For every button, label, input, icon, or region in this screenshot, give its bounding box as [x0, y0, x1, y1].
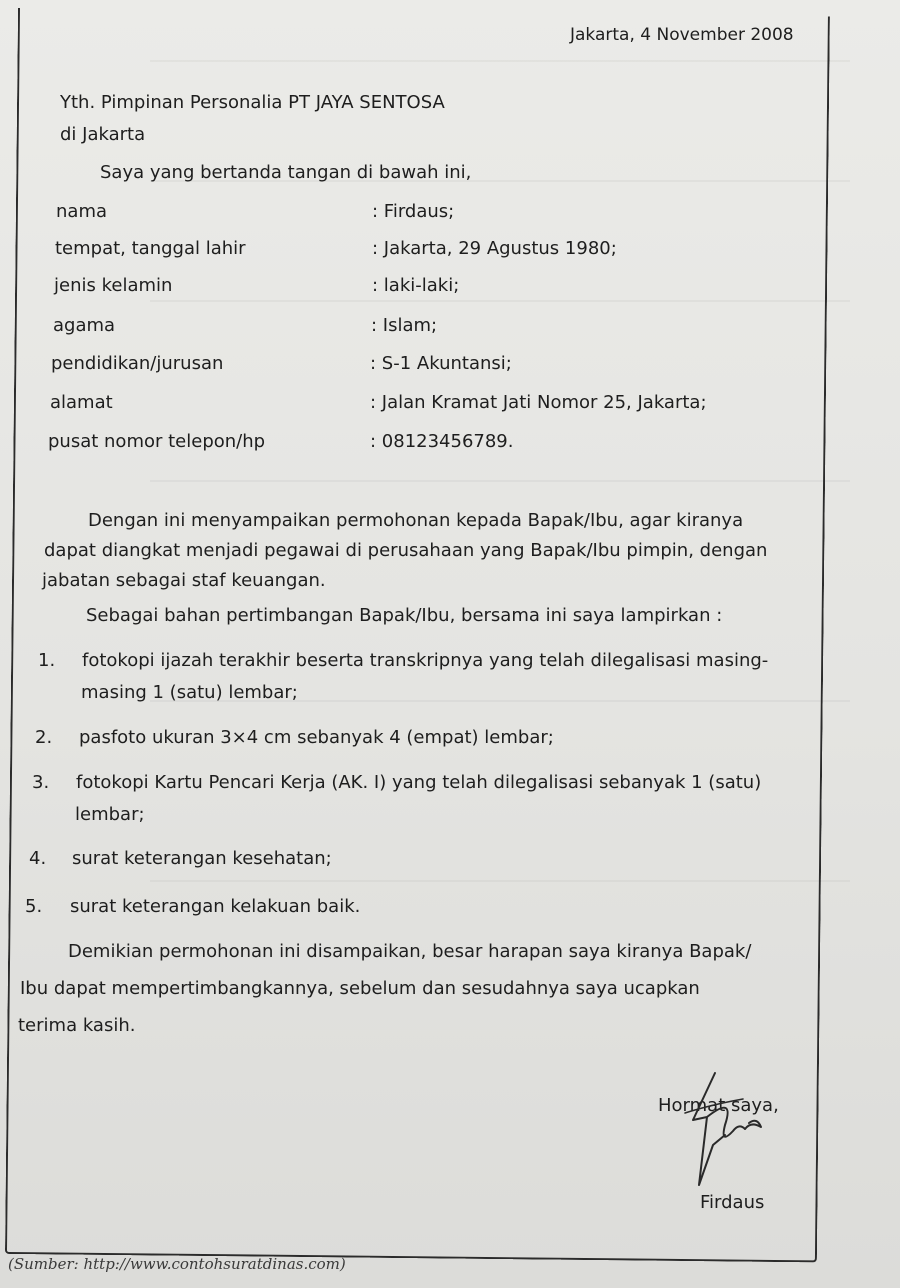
sign-off: Hormat saya,	[658, 1095, 779, 1116]
field-value-birth: : Jakarta, 29 Agustus 1980;	[372, 238, 617, 259]
field-label-education: pendidikan/jurusan	[51, 353, 224, 374]
attachment-number: 5.	[25, 896, 43, 917]
attachment-number: 4.	[29, 848, 47, 869]
attachment-number: 1.	[38, 650, 56, 671]
field-label-name: nama	[56, 201, 108, 222]
signature-name: Firdaus	[700, 1192, 765, 1213]
closing-line-3: terima kasih.	[18, 1015, 136, 1036]
field-value-gender: : laki-laki;	[372, 275, 460, 296]
field-value-phone: : 08123456789.	[370, 431, 514, 452]
attachment-item-4-line-1: surat keterangan kesehatan;	[72, 848, 332, 869]
source-credit: (Sumber: http://www.contohsuratdinas.com)	[8, 1255, 346, 1273]
field-value-address: : Jalan Kramat Jati Nomor 25, Jakarta;	[370, 392, 707, 413]
handwritten-signature	[665, 1065, 775, 1195]
letter-date: Jakarta, 4 November 2008	[570, 25, 794, 45]
attachment-item-3-line-1: fotokopi Kartu Pencari Kerja (AK. I) yang telah dilegalisasi sebanyak 1 (satu)	[76, 772, 762, 793]
field-label-religion: agama	[53, 315, 116, 336]
opening-line: Saya yang bertanda tangan di bawah ini,	[100, 162, 472, 183]
request-line-2: dapat diangkat menjadi pegawai di perusahaan yang Bapak/Ibu pimpin, dengan	[44, 540, 768, 561]
field-label-phone: pusat nomor telepon/hp	[48, 431, 266, 452]
field-value-education: : S-1 Akuntansi;	[370, 353, 512, 374]
closing-line-2: Ibu dapat mempertimbangkannya, sebelum dan sesudahnya saya ucapkan	[20, 978, 700, 999]
field-label-birth: tempat, tanggal lahir	[55, 238, 246, 259]
attachment-item-3-line-2: lembar;	[75, 804, 145, 825]
attachment-number: 3.	[32, 772, 50, 793]
closing-line-1: Demikian permohonan ini disampaikan, besar harapan saya kiranya Bapak/	[68, 941, 752, 962]
attachment-intro: Sebagai bahan pertimbangan Bapak/Ibu, bersama ini saya lampirkan :	[86, 605, 723, 626]
recipient-line: Yth. Pimpinan Personalia PT JAYA SENTOSA	[60, 92, 445, 113]
request-line-1: Dengan ini menyampaikan permohonan kepada Bapak/Ibu, agar kiranya	[88, 510, 744, 531]
field-value-religion: : Islam;	[371, 315, 438, 336]
attachment-item-1-line-2: masing 1 (satu) lembar;	[81, 682, 298, 703]
recipient-place: di Jakarta	[60, 124, 146, 145]
attachment-item-2-line-1: pasfoto ukuran 3×4 cm sebanyak 4 (empat) lembar;	[79, 727, 554, 748]
field-label-gender: jenis kelamin	[54, 275, 173, 296]
attachment-number: 2.	[35, 727, 53, 748]
request-line-3: jabatan sebagai staf keuangan.	[42, 570, 326, 591]
attachment-item-5-line-1: surat keterangan kelakuan baik.	[70, 896, 361, 917]
field-value-name: : Firdaus;	[372, 201, 455, 222]
field-label-address: alamat	[50, 392, 113, 413]
attachment-item-1-line-1: fotokopi ijazah terakhir beserta transkripnya yang telah dilegalisasi masing-	[82, 650, 769, 671]
